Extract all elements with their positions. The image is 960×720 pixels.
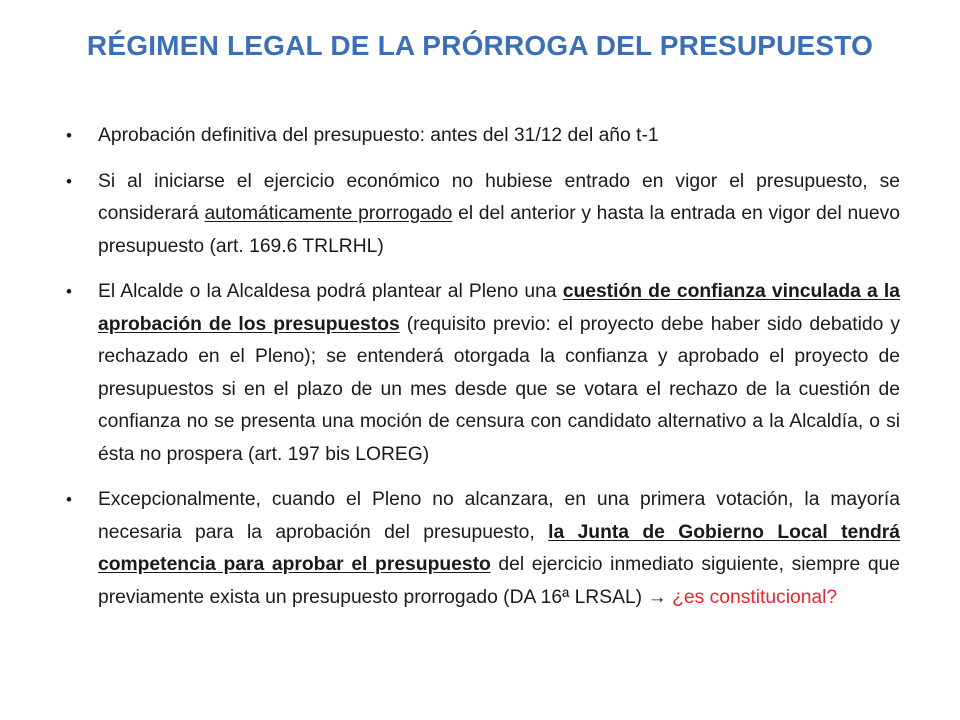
bullet-underlined-text: cuestión de confianza vinculada a la aprobación de los presupuestos	[98, 281, 901, 335]
slide-title: RÉGIMEN LEGAL DE LA PRÓRROGA DEL PRESUPUESTO	[86, 30, 874, 61]
bullet-underlined-text: la Junta de Gobierno Local tendrá competencia para aprobar el presupuesto	[98, 521, 900, 575]
bullet-dot-icon: •	[66, 126, 72, 145]
bullet-text: Excepcionalmente, cuando el Pleno no alcanzara, en una primera votación, la mayoría necesaria para la aprobación del presupuesto,	[98, 489, 900, 543]
bullet-item	[64, 166, 900, 264]
bullet-text: del ejercicio inmediato siguiente, siempre que previamente exista un presupuesto prorrogado (DA 16ª LRSAL)	[98, 554, 900, 608]
bullet-underlined-text: automáticamente prorrogado	[204, 203, 453, 224]
bullet-text: El Alcalde o la Alcaldesa podrá plantear al Pleno una	[98, 281, 563, 302]
bullet-item	[64, 120, 900, 153]
bullet-list	[64, 120, 900, 627]
arrow-right-icon: →	[647, 586, 667, 608]
question-text: ¿es constitucional?	[672, 586, 838, 608]
bullet-dot-icon: •	[66, 490, 72, 509]
bullet-text: Aprobación definitiva del presupuesto: antes del 31/12 del año t-1	[98, 125, 659, 146]
bullet-text: Si al iniciarse el ejercicio económico no hubiese entrado en vigor el presupuesto, se considerará	[98, 170, 900, 224]
bullet-text: el del anterior y hasta la entrada en vigor del nuevo presupuesto (art. 169.6 TRLRHL)	[98, 203, 900, 257]
bullet-dot-icon: •	[66, 171, 72, 191]
bullet-item	[64, 484, 900, 614]
bullet-text: (requisito previo: el proyecto debe haber sido debatido y rechazado en el Pleno); se entenderá otorgada la confianza y aprobado el proyecto de presupuestos si en el plazo de un mes desde que se votara el rechazo de la cuestión de confianza no se presenta una moción de censura con candidato alternativo a la Alcaldía, o si ésta no prospera (art. 197 bis LOREG)	[98, 313, 900, 465]
bullet-item	[64, 276, 900, 471]
bullet-dot-icon: •	[66, 282, 72, 301]
